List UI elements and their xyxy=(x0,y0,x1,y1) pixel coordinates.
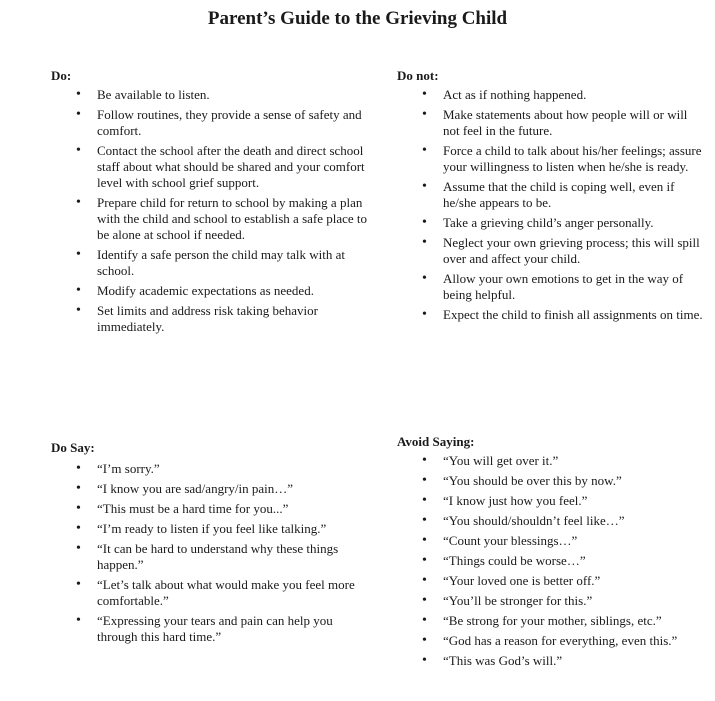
list-item: • “You should/shouldn’t feel like…” xyxy=(397,513,707,529)
do-list xyxy=(51,87,371,335)
page-title: Parent’s Guide to the Grieving Child xyxy=(207,8,508,29)
do-not-section xyxy=(397,68,707,327)
list-item: • Act as if nothing happened. xyxy=(397,87,707,103)
list-item: • Allow your own emotions to get in the way of being helpful. xyxy=(397,271,707,303)
list-item: • “Count your blessings…” xyxy=(397,533,707,549)
list-item: • “This must be a hard time for you...” xyxy=(51,501,371,517)
list-item: • Set limits and address risk taking behavior immediately. xyxy=(51,303,371,335)
list-item: • “Be strong for your mother, siblings, etc.” xyxy=(397,613,707,629)
list-item: • “You will get over it.” xyxy=(397,453,707,469)
list-item: • “Things could be worse…” xyxy=(397,553,707,569)
list-item: • “Expressing your tears and pain can help you through this hard time.” xyxy=(51,613,371,645)
do-not-heading: Do not: xyxy=(397,68,439,83)
do-say-list xyxy=(51,461,371,645)
list-item: • “You’ll be stronger for this.” xyxy=(397,593,707,609)
list-item: • Follow routines, they provide a sense of safety and comfort. xyxy=(51,107,371,139)
list-item: • Expect the child to finish all assignments on time. xyxy=(397,307,707,323)
list-item: • Modify academic expectations as needed. xyxy=(51,283,371,299)
list-item: • “I’m sorry.” xyxy=(51,461,371,477)
list-item: • “Let’s talk about what would make you feel more comfortable.” xyxy=(51,577,371,609)
list-item: • Take a grieving child’s anger personally. xyxy=(397,215,707,231)
list-item: • “God has a reason for everything, even this.” xyxy=(397,633,707,649)
do-heading: Do: xyxy=(51,68,72,83)
list-item: • “I know just how you feel.” xyxy=(397,493,707,509)
list-item: • Assume that the child is coping well, even if he/she appears to be. xyxy=(397,179,707,211)
do-not-list xyxy=(397,87,707,323)
list-item: • Neglect your own grieving process; this will spill over and affect your child. xyxy=(397,235,707,267)
list-item: • “I know you are sad/angry/in pain…” xyxy=(51,481,371,497)
list-item: • “I’m ready to listen if you feel like talking.” xyxy=(51,521,371,537)
do-say-heading: Do Say: xyxy=(51,440,95,455)
list-item: • Force a child to talk about his/her feelings; assure your willingness to listen when he/she is ready. xyxy=(397,143,707,175)
do-say-section xyxy=(51,440,371,649)
list-item: • Identify a safe person the child may talk with at school. xyxy=(51,247,371,279)
list-item: • “You should be over this by now.” xyxy=(397,473,707,489)
avoid-saying-section xyxy=(397,434,707,673)
list-item: • Prepare child for return to school by making a plan with the child and school to establish a safe place to be alone at school if needed. xyxy=(51,195,371,243)
list-item: • Be available to listen. xyxy=(51,87,371,103)
list-item: • Contact the school after the death and direct school staff about what should be shared and your comfort level with school grief support. xyxy=(51,143,371,191)
avoid-saying-heading: Avoid Saying: xyxy=(397,434,475,449)
list-item: • “It can be hard to understand why these things happen.” xyxy=(51,541,371,573)
avoid-saying-list xyxy=(397,453,707,669)
list-item: • Make statements about how people will or will not feel in the future. xyxy=(397,107,707,139)
do-section xyxy=(51,68,371,339)
list-item: • “Your loved one is better off.” xyxy=(397,573,707,589)
list-item: • “This was God’s will.” xyxy=(397,653,707,669)
